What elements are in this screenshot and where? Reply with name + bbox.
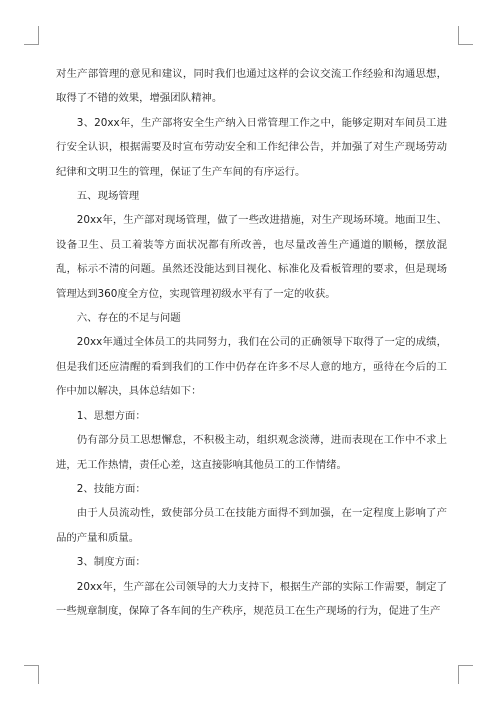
subheading-skills: 2、技能方面：	[76, 482, 146, 495]
paragraph-thinking: 仍有部分员工思想懈怠，不积极主动，组织观念淡薄，进而表现在工作中不求上进，无工作热情，责任心差，这直接影响其他员工的工作情绪。	[56, 434, 447, 471]
crop-mark-top-right	[458, 26, 473, 45]
crop-mark-top-left	[24, 26, 39, 45]
paragraph-safety-management: 3、20xx年，生产部将安全生产纳入日常管理工作之中，能够定期对车间员工进行安全认识，根据需要及时宣布劳动安全和工作纪律公告，并加强了对生产现场劳动纪律和文明卫生的管理，保证了生产车间的有序运行。	[56, 116, 447, 178]
paragraph-continuation: 对生产部管理的意见和建议，同时我们也通过这样的会议交流工作经验和沟通思想，取得了不错的效果，增强团队精神。	[56, 68, 447, 105]
paragraph-site-management: 20xx年，生产部对现场管理，做了一些改进措施，对生产现场环境。地面卫生、设备卫生、员工着装等方面状况都有所改善，也尽量改善生产通道的顺畅，摆放混乱，标示不清的问题。虽然还没能达到目视化、标准化及看板管理的要求，但是现场管理达到360度全方位，实现管理初级水平有了一定的收获。	[56, 214, 447, 300]
section-heading-site-management: 五、现场管理	[76, 190, 140, 203]
subheading-system: 3、制度方面：	[76, 556, 146, 569]
crop-mark-bottom-right	[458, 665, 473, 684]
subheading-thinking: 1、思想方面：	[76, 409, 146, 422]
section-heading-problems: 六、存在的不足与问题	[76, 312, 181, 325]
paragraph-skills: 由于人员流动性，致使部分员工在技能方面得不到加强，在一定程度上影响了产品的产量和质量。	[56, 507, 447, 544]
crop-mark-bottom-left	[24, 665, 39, 684]
paragraph-system: 20xx年，生产部在公司领导的大力支持下，根据生产部的实际工作需要，制定了一些规章制度，保障了各车间的生产秩序，规范员工在生产现场的行为，促进了生产	[56, 580, 447, 617]
document-body	[56, 62, 447, 623]
paragraph-problems-intro: 20xx年通过全体员工的共同努力，我们在公司的正确领导下取得了一定的成绩，但是我们还应清醒的看到我们的工作中仍存在许多不尽人意的地方，亟待在今后的工作中加以解决，具体总结如下：	[56, 336, 447, 398]
